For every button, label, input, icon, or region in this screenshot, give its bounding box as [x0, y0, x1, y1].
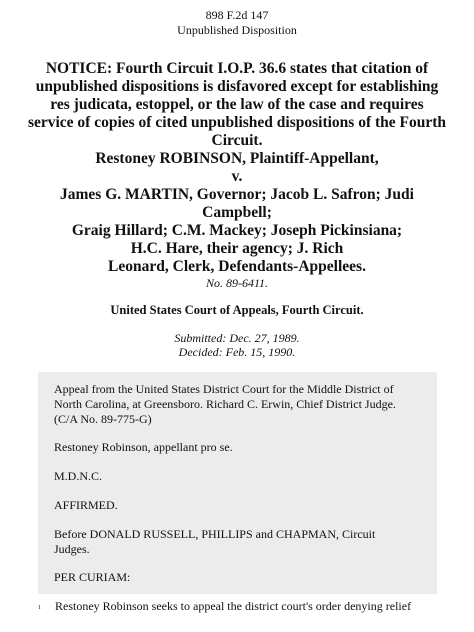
opinion-text: Restoney Robinson seeks to appeal the district court's order denying relief — [55, 599, 412, 613]
counsel-line: Restoney Robinson, appellant pro se. — [54, 440, 233, 454]
court-name: United States Court of Appeals, Fourth Circuit. — [110, 303, 364, 317]
case-header — [0, 8, 474, 38]
appeal-paragraph — [54, 382, 424, 427]
party-line: Graig Hillard; C.M. Mackey; Joseph Pickinsiana; — [71, 222, 403, 239]
party-line: James G. MARTIN, Governor; Jacob L. Safron; Judi — [60, 186, 414, 203]
result-line: AFFIRMED. — [54, 498, 118, 512]
panel-line: Before DONALD RUSSELL, PHILLIPS and CHAPMAN, Circuit — [54, 527, 376, 541]
case-title — [22, 60, 452, 276]
panel-paragraph — [54, 527, 424, 557]
notice-line: service of copies of cited unpublished dispositions of the Fourth — [27, 114, 447, 131]
syllabus-box — [38, 372, 437, 594]
appeal-line: (C/A No. 89-775-G) — [54, 412, 152, 426]
notice-line: res judicata, estoppel, or the law of the case and requires — [50, 96, 424, 113]
appeal-line: Appeal from the United States District Court for the Middle District of — [54, 382, 394, 396]
notice-line: Circuit. — [211, 132, 263, 149]
party-line: Restoney ROBINSON, Plaintiff-Appellant, — [95, 150, 379, 167]
notice-line: NOTICE: Fourth Circuit I.O.P. 36.6 states that citation of — [45, 60, 429, 77]
disposition-label: Unpublished Disposition — [177, 23, 297, 37]
citation: 898 F.2d 147 — [205, 8, 269, 22]
party-line: Leonard, Clerk, Defendants-Appellees. — [108, 258, 366, 275]
party-line: H.C. Hare, their agency; J. Rich — [130, 240, 344, 257]
party-line: v. — [231, 168, 243, 185]
decided-date: Decided: Feb. 15, 1990. — [178, 345, 296, 359]
docket-number: No. 89-6411. — [205, 276, 269, 290]
per-curiam-label: PER CURIAM: — [54, 570, 131, 584]
panel-line: Judges. — [54, 542, 90, 556]
notice-line: unpublished dispositions is disfavored except for establishing — [35, 78, 439, 95]
appeal-line: North Carolina, at Greensboro. Richard C. Erwin, Chief District Judge. — [54, 397, 396, 411]
case-dates — [0, 331, 474, 359]
lower-court: M.D.N.C. — [54, 469, 103, 483]
party-line: Campbell; — [202, 204, 272, 221]
submitted-date: Submitted: Dec. 27, 1989. — [174, 331, 300, 345]
paragraph-marker: 1 — [38, 605, 41, 611]
